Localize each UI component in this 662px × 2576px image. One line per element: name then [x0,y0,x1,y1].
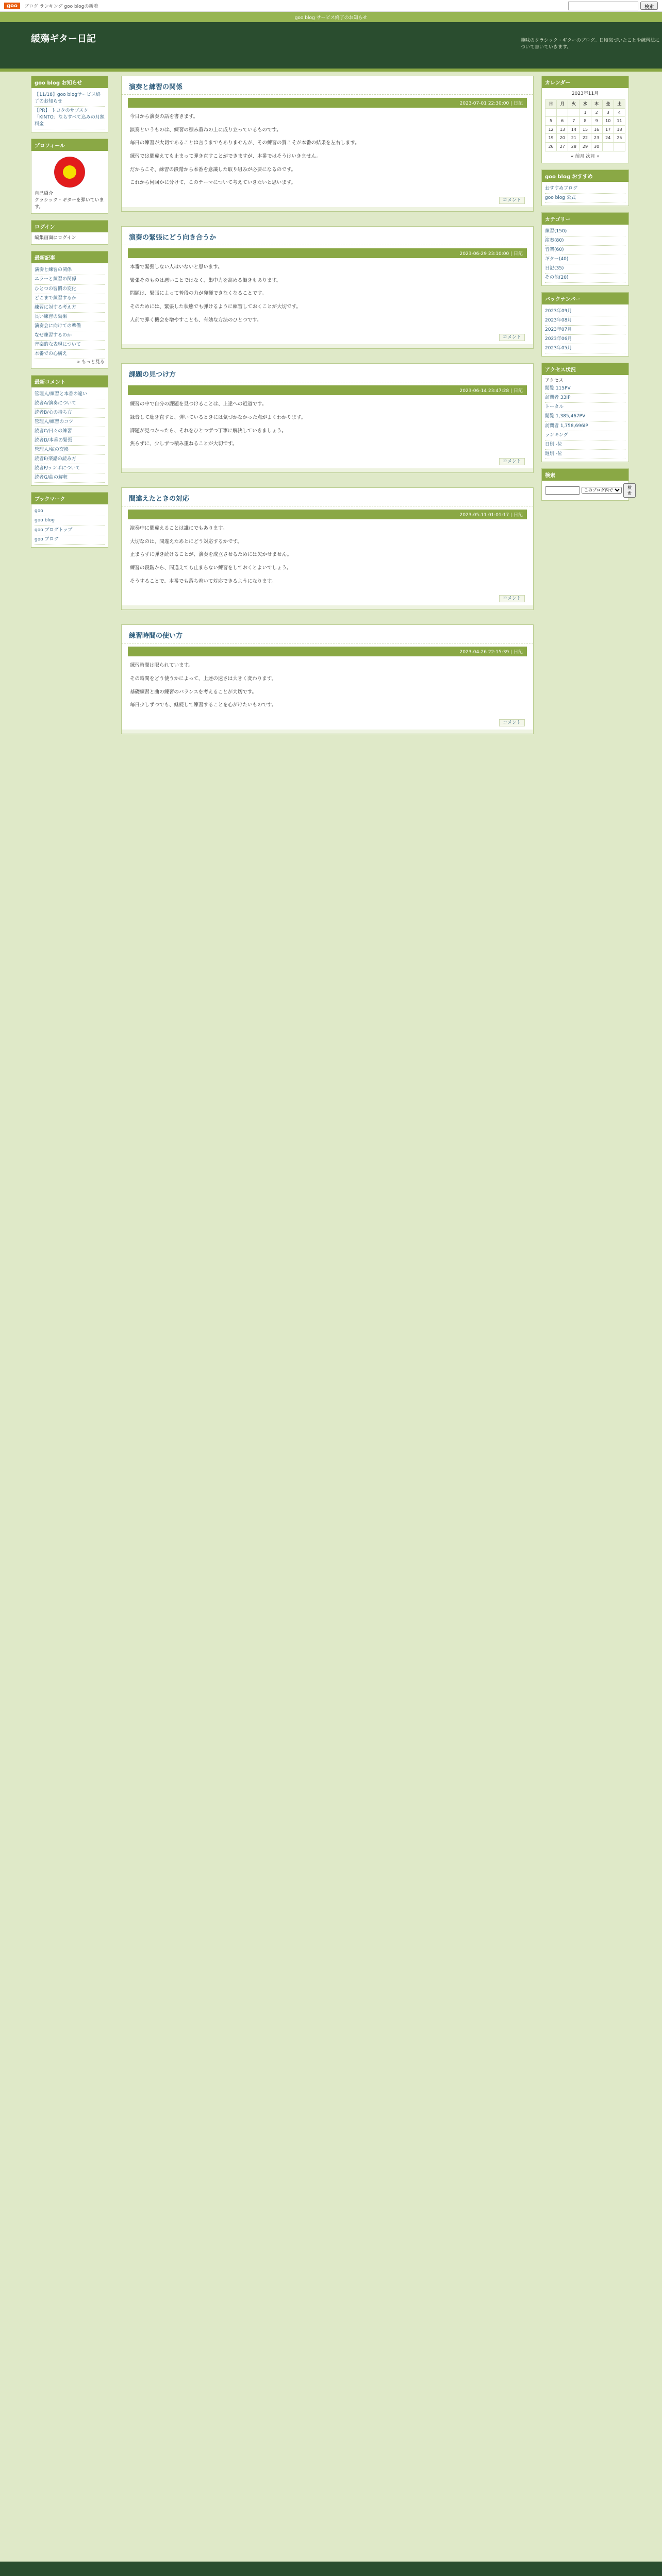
access-row: ランキング [545,431,625,440]
calendar-day[interactable]: 3 [602,108,614,117]
calendar-weekday: 金 [602,100,614,109]
access-row: 日別 -位 [545,440,625,450]
post-paragraph: 今日から演奏の話を書きます。 [130,114,198,120]
category-item[interactable]: 演奏(80) [545,236,625,246]
recommend-list [545,184,625,203]
calendar-day[interactable]: 13 [557,125,568,134]
calendar-weekday: 木 [591,100,602,109]
notice-bar [0,12,662,22]
post-comment-link[interactable]: コメント [499,595,525,602]
post-paragraph: 緊張そのものは悪いことではなく、集中力を高める働きもあります。 [130,277,282,283]
calendar-box [541,76,629,163]
access-title: アクセス状況 [542,363,628,375]
calendar-weekday: 火 [568,100,580,109]
calendar-day [568,108,580,117]
calendar-day[interactable]: 15 [580,125,591,134]
recent-comment-item[interactable]: 読者G/曲の解釈 [35,473,105,483]
recommend-item[interactable]: おすすめブログ [545,184,625,194]
post-paragraph: 人前で弾く機会を増やすことも、有効な方法のひとつです。 [130,317,262,323]
post-title[interactable]: 演奏と練習の関係 [122,76,533,95]
category-item[interactable]: その他(20) [545,274,625,283]
profile-box [31,139,108,214]
category-item[interactable]: ギター(40) [545,255,625,264]
post-paragraph: 演奏中に間違えることは誰にでもあります。 [130,526,228,532]
post-paragraph: 焦らずに、少しずつ積み重ねることが大切です。 [130,441,238,447]
post-title[interactable]: 演奏の緊張にどう向き合うか [122,227,533,245]
calendar-day[interactable]: 28 [568,143,580,151]
recent-comment-item[interactable]: 読者F/テンポについて [35,464,105,473]
news-list [35,91,105,129]
backnumber-list [545,307,625,353]
bookmark-box [31,492,108,547]
access-label: アクセス [545,378,564,384]
page-wrapper [0,72,662,2576]
recent-comments-list [35,390,105,483]
recent-posts-box [31,251,108,369]
access-row: 週別 -位 [545,450,625,459]
search-box [541,468,632,501]
news-title: goo blog お知らせ [31,76,108,88]
post-paragraph: 録音して聴き直すと、弾いているときには気づかなかった点がよくわかります。 [130,415,306,421]
post-comment-link[interactable]: コメント [499,458,525,465]
recent-comments-title: 最新コメント [31,376,108,387]
post-footer [122,590,533,605]
calendar-day [614,143,625,151]
post-bottom-bar [122,605,533,609]
calendar-title: カレンダー [542,76,628,88]
recent-comment-item[interactable]: 読者D/本番の緊張 [35,436,105,446]
sidebar-search-scope[interactable] [582,487,622,494]
goo-logo[interactable]: goo [4,3,20,9]
bookmark-title: ブックマーク [31,493,108,504]
recent-comment-item[interactable]: 読者C/日々の練習 [35,427,105,436]
calendar-day[interactable]: 17 [602,125,614,134]
bookmark-item[interactable]: goo ブログ [35,535,105,545]
category-title: カテゴリー [542,213,628,225]
calendar-weekday: 月 [557,100,568,109]
recent-post-item[interactable]: 演奏会に向けての準備 [35,322,105,331]
calendar-day[interactable]: 7 [568,117,580,126]
sidebar-search-input[interactable] [545,486,580,495]
calendar-table [545,99,625,151]
news-box [31,76,108,132]
recent-comment-item[interactable]: 管理人/練習と本番の違い [35,390,105,399]
access-row: 閲覧 1,385,467PV [545,412,625,421]
recent-more-link[interactable]: » もっと見る [77,359,105,365]
post-paragraph: 練習の中で自分の課題を見つけることは、上達への近道です。 [130,401,267,408]
profile-name[interactable]: 自己紹介 [35,191,54,197]
backnumber-item[interactable]: 2023年08月 [545,316,625,326]
access-row: 訪問者 1,758,696IP [545,422,625,431]
blog-title[interactable]: 緩殤ギター日記 [31,33,96,44]
post-content [122,400,533,448]
recent-post-item[interactable]: 演奏と練習の関係 [35,266,105,275]
calendar-day[interactable]: 27 [557,143,568,151]
recent-post-item[interactable]: 長い練習の効果 [35,313,105,322]
calendar-day[interactable]: 22 [580,134,591,143]
right-sidebar [541,76,632,507]
calendar-day[interactable]: 24 [602,134,614,143]
left-sidebar [31,76,108,554]
blog-header [0,22,662,72]
bookmark-item[interactable]: goo blog [35,516,105,526]
calendar-day[interactable]: 1 [580,108,591,117]
blog-post [121,363,534,473]
recommend-item[interactable]: goo blog 公式 [545,194,625,203]
post-date: 2023-06-29 23:10:00 | 日記 [128,248,527,258]
calendar-day[interactable]: 9 [591,117,602,126]
post-date: 2023-06-14 23:47:28 | 日記 [128,385,527,395]
profile-text: クラシック・ギターを弾いています。 [35,198,104,210]
calendar-day [602,143,614,151]
calendar-day[interactable]: 29 [580,143,591,151]
post-bottom-bar [122,344,533,348]
post-date: 2023-07-01 22:30:00 | 日記 [128,98,527,108]
news-item[interactable]: 【11/18】goo blogサービス終了のお知らせ [35,91,105,107]
bookmark-item[interactable]: goo [35,507,105,516]
calendar-day[interactable]: 4 [614,108,625,117]
recent-comment-item[interactable]: 管理人/弦の交換 [35,446,105,455]
post-comment-link[interactable]: コメント [499,719,525,726]
post-content [122,662,533,709]
calendar-day[interactable]: 25 [614,134,625,143]
calendar-day[interactable]: 21 [568,134,580,143]
post-paragraph: その時間をどう使うかによって、上達の速さは大きく変わります。 [130,676,277,682]
category-item[interactable]: 練習(150) [545,227,625,236]
post-footer [122,715,533,730]
post-paragraph: 毎日少しずつでも、継続して練習することを心がけたいものです。 [130,702,277,708]
backnumber-item[interactable]: 2023年09月 [545,307,625,316]
calendar-day[interactable]: 20 [557,134,568,143]
post-title[interactable]: 間違えたときの対応 [122,488,533,506]
post-bottom-bar [122,468,533,472]
post-paragraph: 大切なのは、間違えたあとにどう対応するかです。 [130,538,242,545]
calendar-day[interactable]: 11 [614,117,625,126]
recent-post-item[interactable]: エラーと練習の関係 [35,275,105,284]
calendar-weekday: 日 [545,100,557,109]
recent-post-item[interactable]: 練習に対する考え方 [35,303,105,313]
category-box [541,212,629,286]
recommend-box [541,170,629,206]
bookmark-list [35,507,105,544]
category-item[interactable]: 日記(35) [545,264,625,274]
top-search [568,2,658,10]
news-item[interactable]: 【PR】 トヨタのサブスク「KINTO」ならすべて込みの月額料金 [35,107,105,129]
access-row: 閲覧 115PV [545,384,625,394]
blog-post [121,76,534,212]
top-search-input[interactable] [568,2,638,10]
recent-comment-item[interactable]: 読者E/楽譜の読み方 [35,455,105,464]
post-paragraph: 練習では間違えても止まって弾き直すことができますが、本番ではそうはいきません。 [130,154,322,160]
calendar-day[interactable]: 14 [568,125,580,134]
post-paragraph: そのためには、緊張した状態でも弾けるように練習しておくことが大切です。 [130,304,301,310]
post-title[interactable]: 練習時間の使い方 [122,625,533,643]
post-content [122,524,533,585]
post-paragraph: 止まらずに弾き続けることが、演奏を成立させるためには欠かせません。 [130,552,292,558]
access-row: トータル [545,403,625,412]
calendar-day[interactable]: 10 [602,117,614,126]
recent-posts-title: 最新記事 [31,251,108,263]
backnumber-item[interactable]: 2023年07月 [545,326,625,335]
calendar-weekday: 水 [580,100,591,109]
recommend-title: goo blog おすすめ [542,170,628,182]
post-bottom-bar [122,730,533,734]
post-paragraph: 本番で緊張しない人はいないと思います。 [130,264,223,270]
calendar-day[interactable]: 16 [591,125,602,134]
search-title: 検索 [542,469,628,481]
post-content [122,263,533,324]
recent-post-item[interactable]: 本番での心構え [35,350,105,359]
sidebar-search-button[interactable]: 検索 [623,483,636,498]
post-paragraph: 練習の段階から、間違えても止まらない練習をしておくとよいでしょう。 [130,565,292,571]
recent-post-item[interactable]: ひとつの習慣の変化 [35,285,105,294]
post-comment-link[interactable]: コメント [499,334,525,341]
post-paragraph: だからこそ、練習の段階から本番を意識した取り組みが必要になるのです。 [130,166,296,173]
access-list [545,384,625,459]
post-paragraph: これから何回かに分けて、このテーマについて考えていきたいと思います。 [130,180,296,186]
backnumber-box [541,292,629,357]
recent-post-item[interactable]: なぜ練習するのか [35,331,105,341]
post-footer [122,192,533,207]
backnumber-item[interactable]: 2023年05月 [545,344,625,353]
calendar-day[interactable]: 8 [580,117,591,126]
post-title[interactable]: 課題の見つけ方 [122,364,533,382]
post-date: 2023-04-26 22:15:39 | 日記 [128,647,527,656]
recent-comment-item[interactable]: 読者A/演奏について [35,399,105,409]
top-search-button[interactable]: 検索 [640,2,658,10]
post-content [122,113,533,187]
blog-post [121,226,534,349]
profile-title: プロフィール [31,139,108,151]
recent-posts-list [35,266,105,359]
calendar-weekday: 土 [614,100,625,109]
calendar-day[interactable]: 5 [545,117,557,126]
calendar-day[interactable]: 18 [614,125,625,134]
post-footer [122,453,533,468]
recent-comment-item[interactable]: 読者B/心の持ち方 [35,409,105,418]
post-paragraph: 毎日の練習が大切であることは言うまでもありませんが、その練習の質こそが本番の結果を左右します。 [130,140,360,146]
blog-description: 趣味のクラシック・ギターのブログ。日頃気づいたことや練習法について書いていきます。 [521,38,660,50]
calendar-day [545,108,557,117]
post-date: 2023-05-11 01:01:17 | 日記 [128,510,527,519]
post-paragraph: そうすることで、本番でも落ち着いて対応できるようになります。 [130,578,277,584]
calendar-day[interactable]: 6 [557,117,568,126]
backnumber-title: バックナンバー [542,293,628,304]
top-navigation-bar [0,0,662,12]
blog-post [121,487,534,610]
calendar-day[interactable]: 19 [545,134,557,143]
post-paragraph: 課題が見つかったら、それをひとつずつ丁寧に解決していきましょう。 [130,428,287,434]
post-comment-link[interactable]: コメント [499,197,525,204]
calendar-day [557,108,568,117]
backnumber-item[interactable]: 2023年06月 [545,335,625,344]
login-box [31,220,108,245]
category-list [545,227,625,283]
access-row: 訪問者 33IP [545,394,625,403]
bookmark-item[interactable]: goo ブログトップ [35,526,105,535]
blog-post [121,624,534,734]
recent-post-item[interactable]: 音楽的な表現について [35,341,105,350]
post-bottom-bar [122,207,533,211]
recent-comments-box [31,375,108,486]
post-paragraph: 問題は、緊張によって普段の力が発揮できなくなることです。 [130,291,267,297]
post-paragraph: 演奏というものは、練習の積み重ねの上に成り立っているものです。 [130,127,282,133]
main-content [121,76,534,749]
site-footer [0,2562,662,2576]
notice-link[interactable]: goo blog サービス終了のお知らせ [294,15,368,21]
calendar-day[interactable]: 23 [591,134,602,143]
recent-post-item[interactable]: どこまで練習するか [35,294,105,303]
category-item[interactable]: 音楽(60) [545,246,625,255]
calendar-caption: 2023年11月 [571,91,599,96]
calendar-day[interactable]: 26 [545,143,557,151]
calendar-day[interactable]: 12 [545,125,557,134]
login-title: ログイン [31,221,108,232]
profile-avatar[interactable] [54,157,85,188]
top-links[interactable]: ブログ ランキング goo blogの新着 [24,4,98,9]
login-link[interactable]: 編集画面にログイン [35,235,76,241]
post-footer [122,329,533,344]
calendar-day[interactable]: 30 [591,143,602,151]
post-paragraph: 基礎練習と曲の練習のバランスを考えることが大切です。 [130,689,257,695]
calendar-day[interactable]: 2 [591,108,602,117]
access-box [541,363,629,462]
calendar-nav[interactable]: « 前月 次月 » [571,154,600,159]
post-paragraph: 練習時間は限られています。 [130,663,193,669]
recent-comment-item[interactable]: 管理人/練習のコツ [35,418,105,427]
